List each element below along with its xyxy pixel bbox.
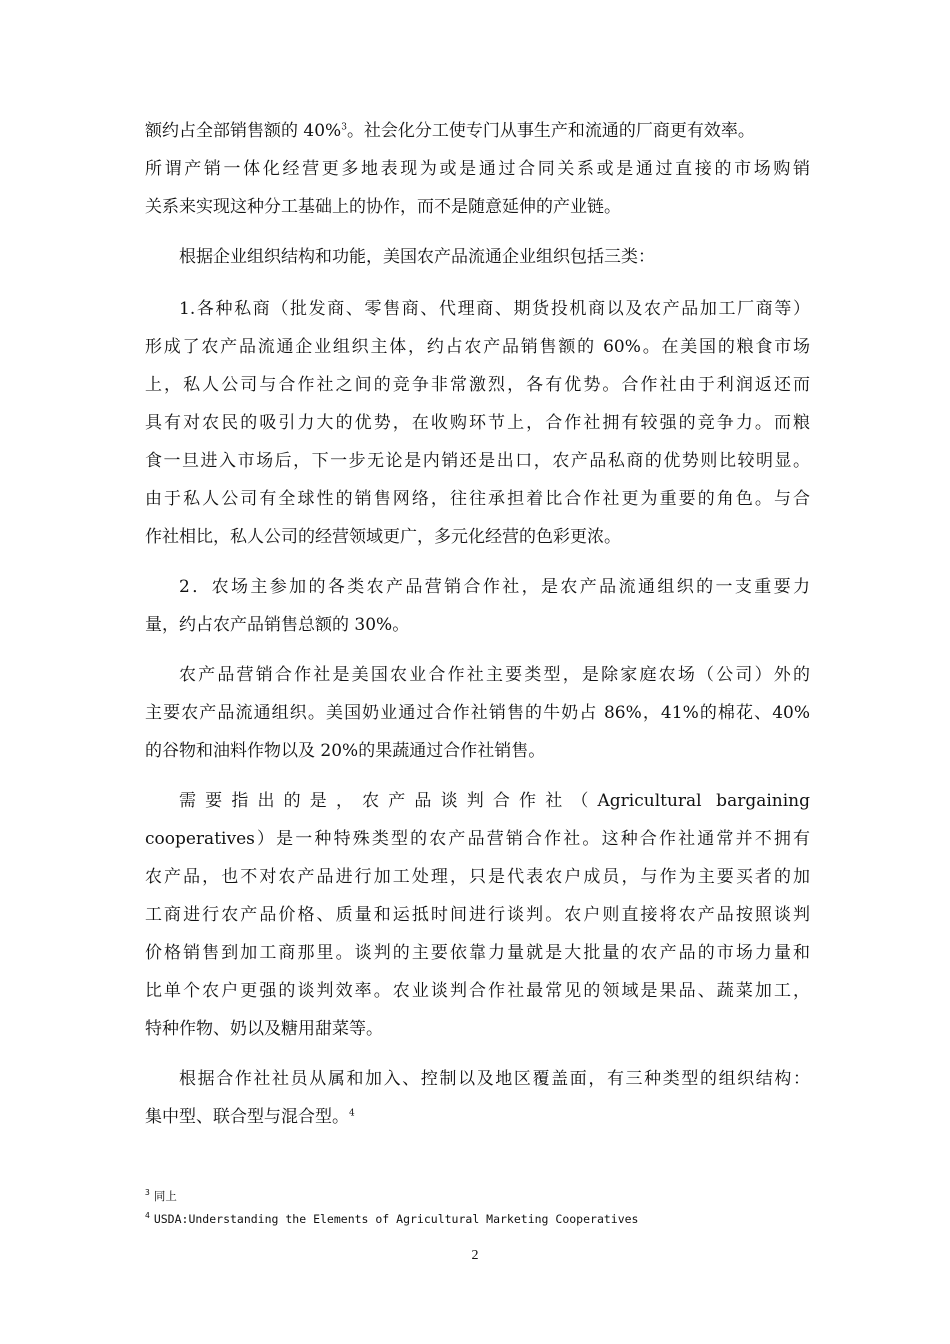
paragraph-line: 价格销售到加工商那里。谈判的主要依靠力量就是大批量的农产品的市场力量和 [145, 943, 810, 963]
paragraph-line: 形成了农产品流通企业组织主体，约占农产品销售额的 60%。在美国的粮食市场 [145, 337, 810, 357]
paragraph-line: 1.各种私商（批发商、零售商、代理商、期货投机商以及农产品加工厂商等） [179, 299, 810, 319]
paragraph-line: 2．农场主参加的各类农产品营销合作社，是农产品流通组织的一支重要力 [179, 577, 810, 597]
paragraph-line: 作社相比，私人公司的经营领域更广，多元化经营的色彩更浓。 [145, 527, 621, 547]
paragraph-line: 农产品营销合作社是美国农业合作社主要类型，是除家庭农场（公司）外的 [179, 665, 810, 685]
paragraph-line: 上，私人公司与合作社之间的竞争非常激烈，各有优势。合作社由于利润返还而 [145, 375, 810, 395]
paragraph-line: 由于私人公司有全球性的销售网络，往往承担着比合作社更为重要的角色。与合 [145, 489, 810, 509]
paragraph-line: 额约占全部销售额的 40%$^3$。社会化分工使专门从事生产和流通的厂商更有效率。 [145, 121, 755, 141]
footnote-4: $^4$ USDA:Understanding the Elements of Agricultural Marketing Cooperatives [145, 1211, 639, 1226]
paragraph-line: 工商进行农产品价格、质量和运抵时间进行谈判。农户则直接将农产品按照谈判 [145, 905, 810, 925]
page-number: 2 [471, 1248, 479, 1263]
paragraph-line: 的谷物和油料作物以及 20%的果蔬通过合作社销售。 [145, 741, 546, 761]
paragraph-line: 农产品，也不对农产品进行加工处理，只是代表农户成员，与作为主要买者的加 [145, 867, 810, 887]
paragraph-line: 比单个农户更强的谈判效率。农业谈判合作社最常见的领域是果品、蔬菜加工， [145, 981, 810, 1001]
paragraph-line: 特种作物、奶以及糖用甜菜等。 [145, 1019, 383, 1039]
paragraph-line: 食一旦进入市场后，下一步无论是内销还是出口，农产品私商的优势则比较明显。 [145, 451, 810, 471]
footnote-ref-4[interactable]: 4 [349, 1108, 355, 1119]
paragraph-line: 所谓产销一体化经营更多地表现为或是通过合同关系或是通过直接的市场购销 [145, 159, 810, 179]
paragraph-line: cooperatives）是一种特殊类型的农产品营销合作社。这种合作社通常并不拥有 [145, 829, 810, 849]
paragraph-line: 集中型、联合型与混合型。$^4$ [145, 1107, 355, 1127]
paragraph-line: 根据企业组织结构和功能，美国农产品流通企业组织包括三类： [179, 247, 655, 267]
footnote-3: $^3$ 同上 [145, 1188, 177, 1203]
footnote-ref-3[interactable]: 3 [341, 122, 347, 133]
paragraph-line: 具有对农民的吸引力大的优势，在收购环节上，合作社拥有较强的竞争力。而粮 [145, 413, 810, 433]
paragraph-line: 关系来实现这种分工基础上的协作，而不是随意延伸的产业链。 [145, 197, 621, 217]
paragraph-line: 根据合作社社员从属和加入、控制以及地区覆盖面，有三种类型的组织结构： [179, 1069, 810, 1089]
paragraph-line: 主要农产品流通组织。美国奶业通过合作社销售的牛奶占 86%，41%的棉花、40% [145, 703, 810, 723]
paragraph-line: 量，约占农产品销售总额的 30%。 [145, 615, 410, 635]
paragraph-line: 需要指出的是，农产品谈判合作社（Agricultural bargaining [179, 791, 810, 811]
